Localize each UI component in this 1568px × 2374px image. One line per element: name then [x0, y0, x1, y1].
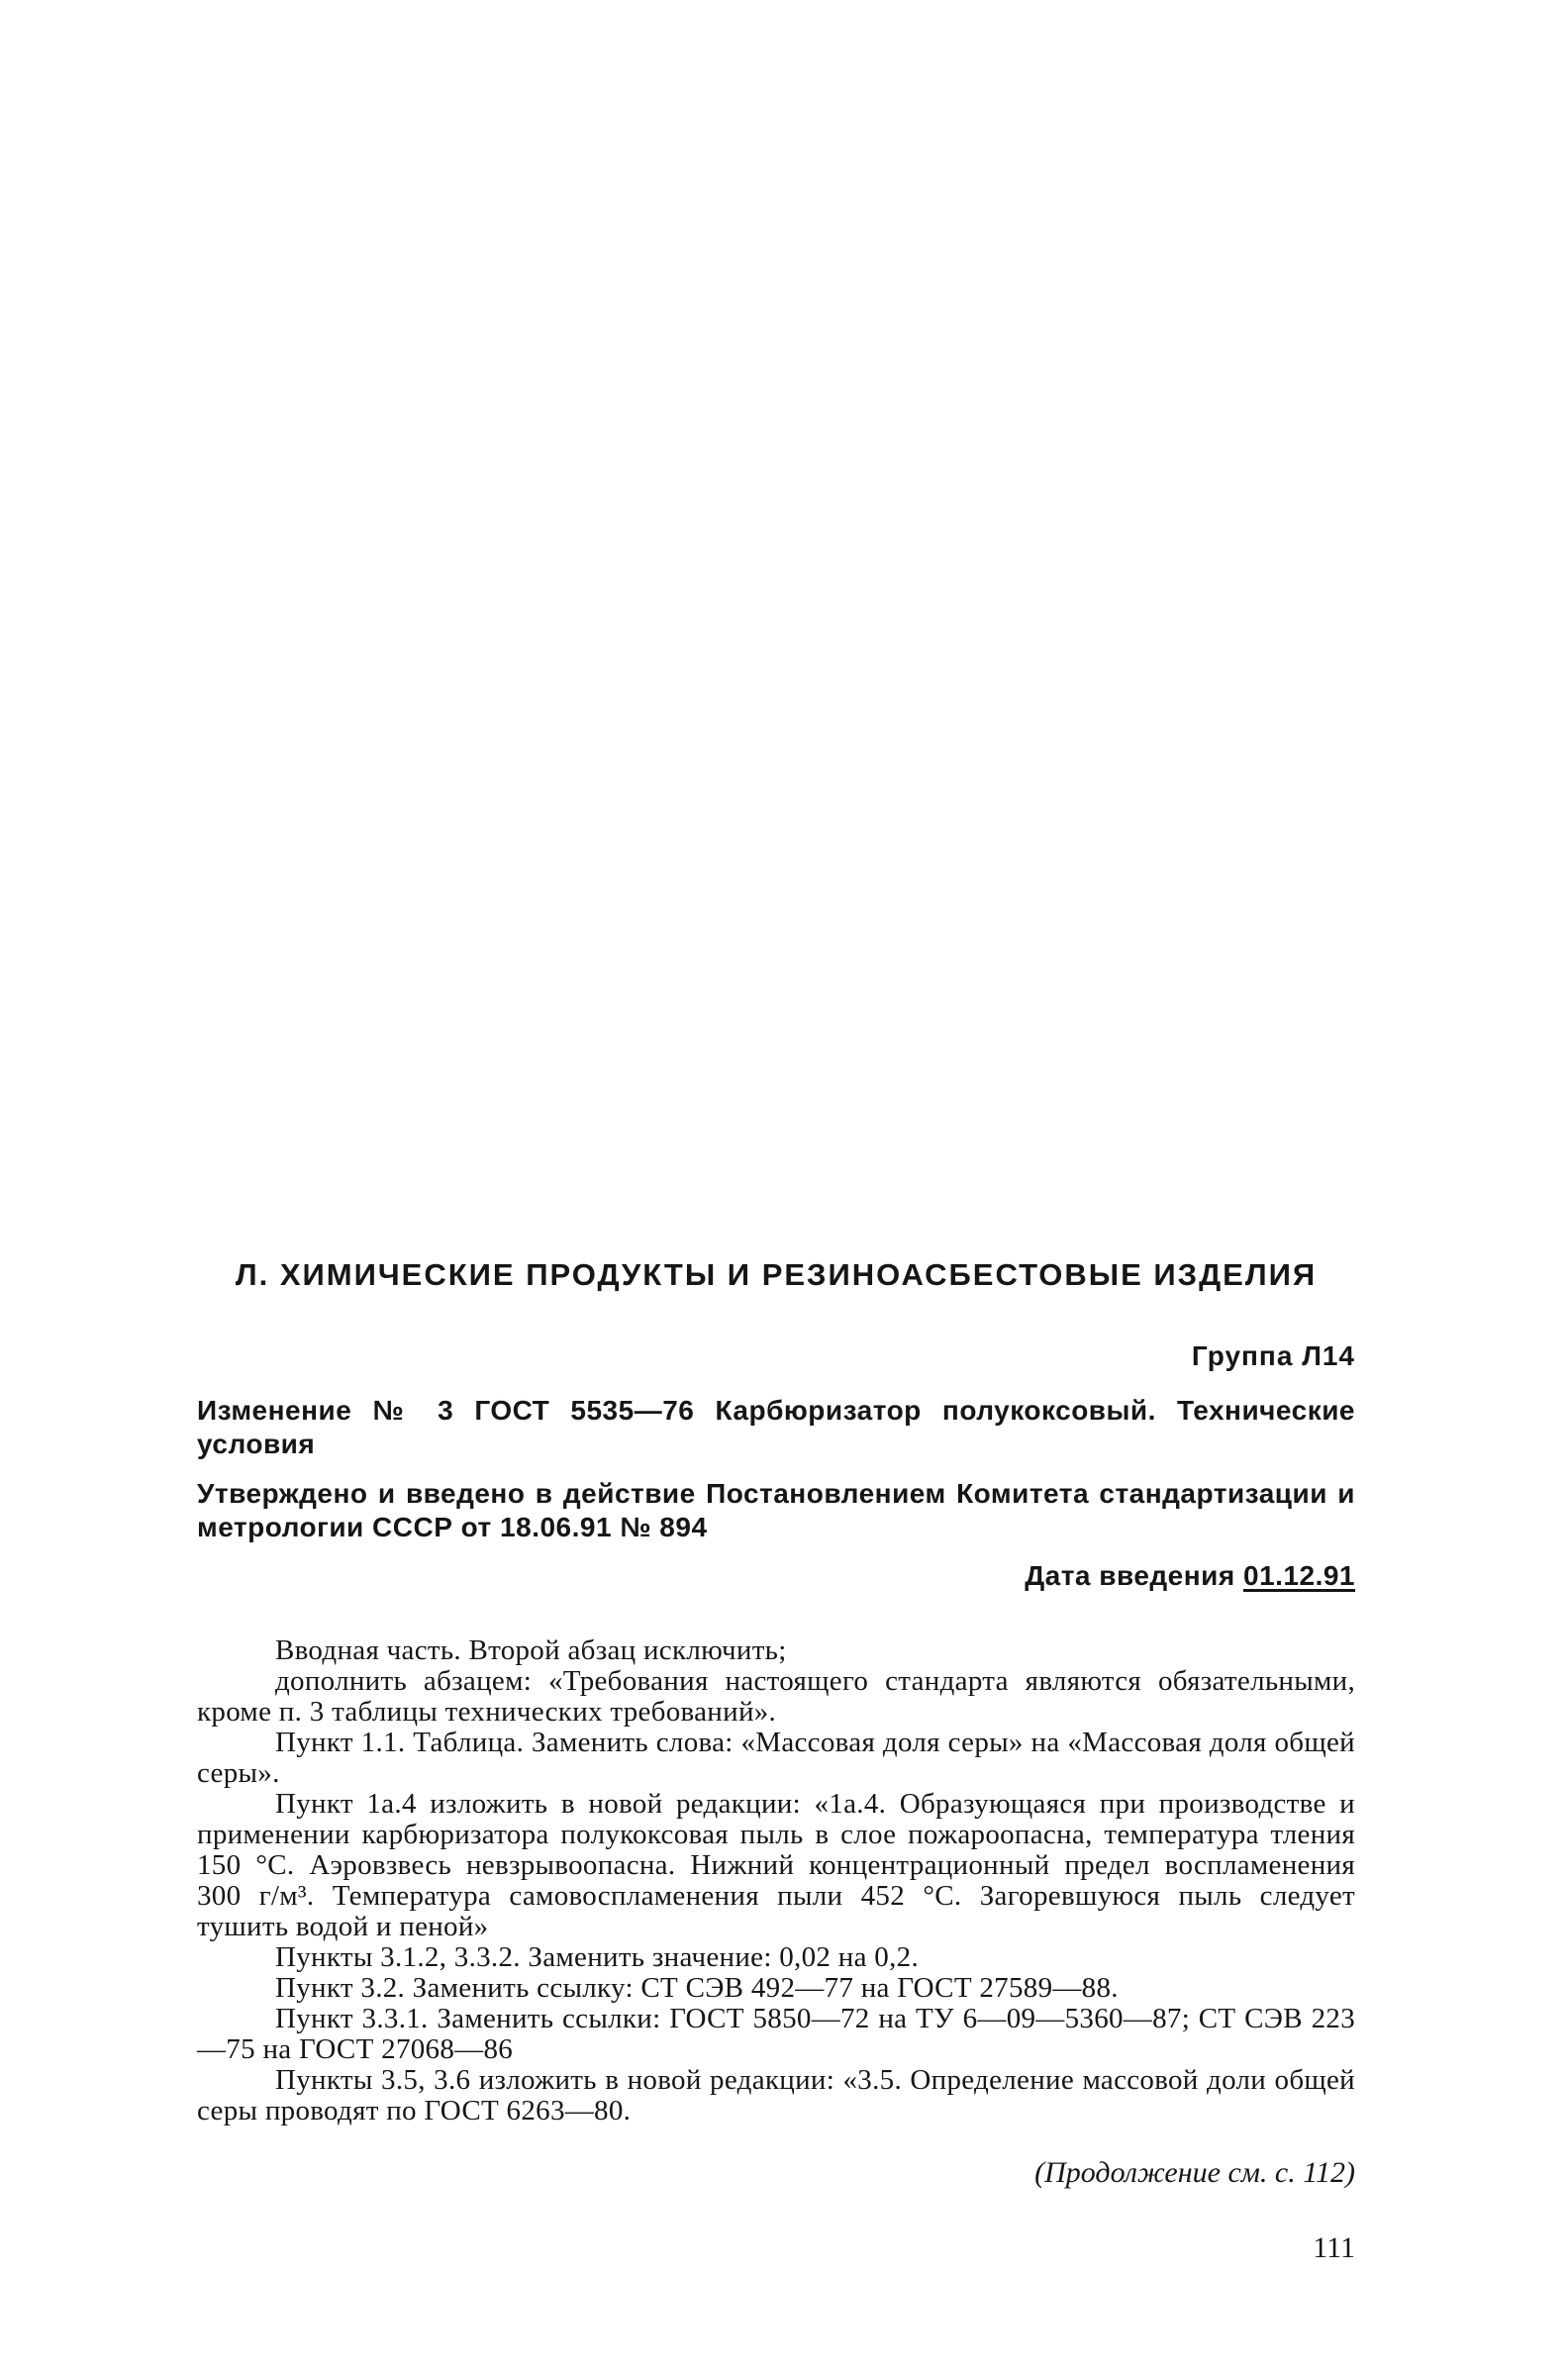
approval-statement: Утверждено и введено в действие Постановлением Комитета стандартизации и метрологии СССР от 18.06.91 № 894: [197, 1478, 1355, 1542]
paragraph: Пункт 3.3.1. Заменить ссылки: ГОСТ 5850—72 на ТУ 6—09—5360—87; СТ СЭВ 223—75 на ГОСТ 27068—86: [197, 2003, 1355, 2065]
paragraph: Пункты 3.1.2, 3.3.2. Заменить значение: 0,02 на 0,2.: [275, 1941, 919, 1973]
page-number: 111: [1313, 2231, 1355, 2264]
change-heading: Изменение № 3 ГОСТ 5535—76 Карбюризатор полукоксовый. Технические условия: [197, 1395, 1355, 1459]
section-title: Л. ХИМИЧЕСКИЕ ПРОДУКТЫ И РЕЗИНОАСБЕСТОВЫЕ ИЗДЕЛИЯ: [235, 1257, 1318, 1292]
paragraph: Вводная часть. Второй абзац исключить;: [275, 1634, 787, 1666]
paragraph: Пункт 1а.4 изложить в новой редакции: «1а.4. Образующаяся при производстве и применении карбюризатора полукоксовая пыль в слое пожароопасна, температура тления 150 °С. Аэровзвесь невзрывоопасна. Нижний концентрационный предел воспламенения 300 г/м³. Температура самовоспламенения пыли 452 °С. Загоревшуюся пыль следует тушить водой и пеной»: [197, 1788, 1355, 1942]
paragraph: Пункт 3.2. Заменить ссылку: СТ СЭВ 492—77 на ГОСТ 27589—88.: [275, 1972, 1119, 2004]
body-text: [197, 1635, 1355, 2127]
continuation-note: (Продолжение см. с. 112): [1034, 2156, 1355, 2189]
paragraph: Пункты 3.5, 3.6 изложить в новой редакции: «3.5. Определение массовой доли общей серы проводят по ГОСТ 6263—80.: [197, 2064, 1355, 2127]
paragraph: дополнить абзацем: «Требования настоящего стандарта являются обязательными, кроме п. 3 таблицы технических требований».: [197, 1665, 1355, 1728]
group-label: Группа Л14: [1191, 1340, 1355, 1371]
date-value: 01.12.91: [1243, 1560, 1355, 1591]
effective-date: [197, 1560, 1355, 1592]
paragraph: Пункт 1.1. Таблица. Заменить слова: «Массовая доля серы» на «Массовая доля общей серы».: [197, 1727, 1355, 1789]
document-content: [197, 1257, 1355, 2265]
date-label: Дата введения: [1025, 1560, 1235, 1591]
